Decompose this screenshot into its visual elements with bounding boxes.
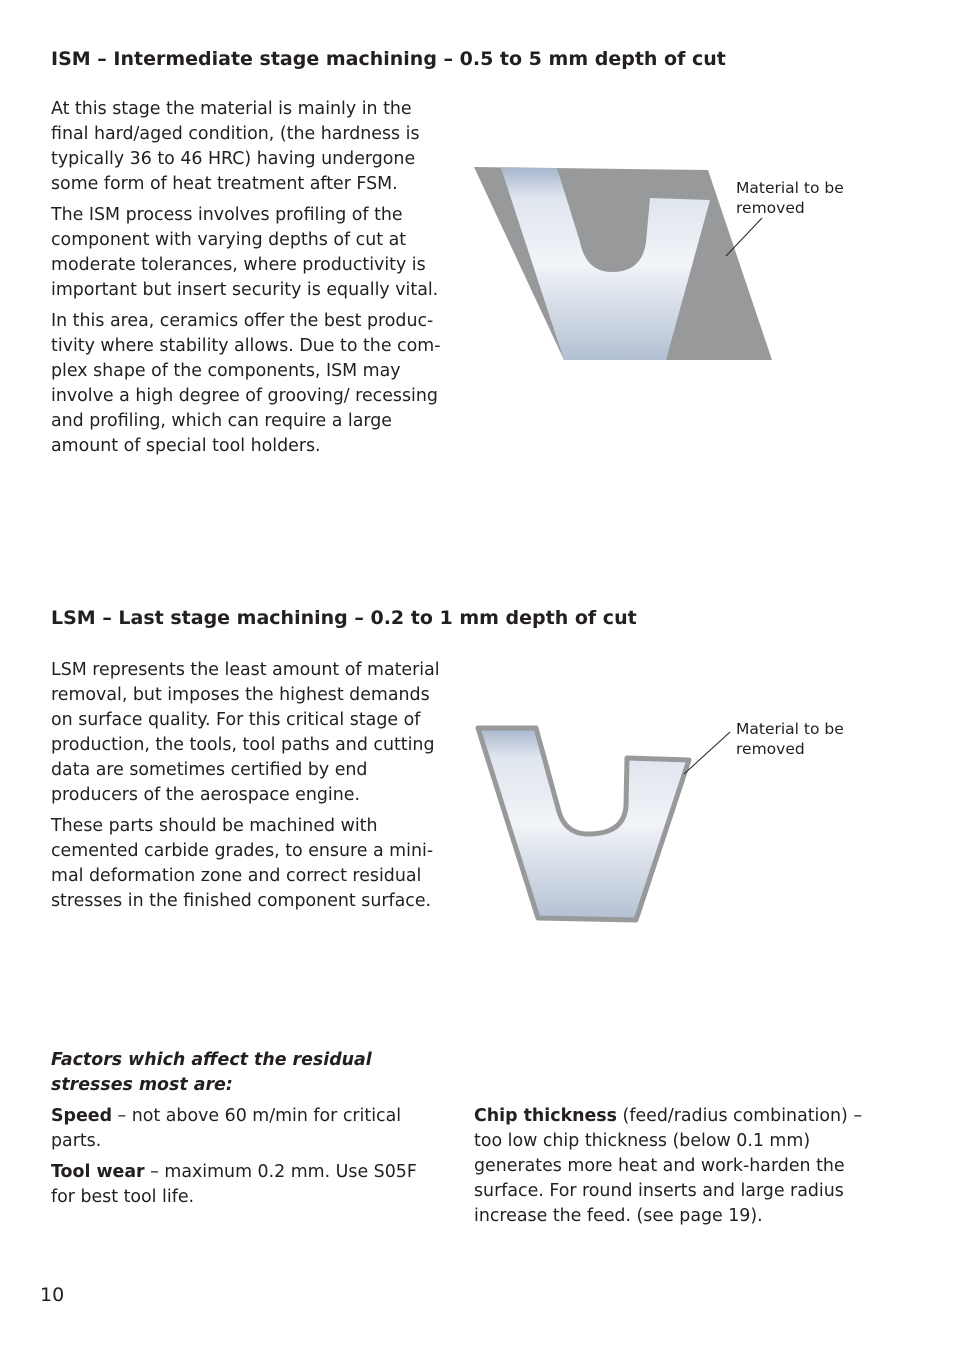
ism-heading: ISM – Intermediate stage machining – 0.5 to 5 mm depth of cut: [51, 48, 726, 70]
factor-tool-wear-text: – maximum 0.2 mm. Use S05F for best tool life.: [51, 1162, 417, 1207]
factor-speed-term: Speed: [51, 1106, 113, 1126]
lsm-figure: [470, 720, 710, 930]
page-number: 10: [40, 1284, 65, 1306]
factor-chip-thickness-term: Chip thickness: [474, 1106, 618, 1126]
factor-speed: [51, 1104, 446, 1154]
lsm-leader-line: [680, 728, 736, 778]
factors-left-column: [51, 1048, 446, 1216]
factor-speed-text: – not above 60 m/min for critical parts.: [51, 1106, 402, 1151]
ism-text-column: [51, 97, 451, 465]
lsm-text-column: [51, 658, 451, 920]
factors-right-column: [474, 1104, 874, 1229]
lsm-component-profile: [478, 728, 689, 920]
ism-paragraph-3: In this area, ceramics offer the best productivity where stability allows. Due to the complex shape of the components, ISM may involve a high degree of grooving/ recessing and profiling, which can require a large amount of special tool holders.: [51, 311, 441, 456]
factor-tool-wear-term: Tool wear: [51, 1162, 145, 1182]
factors-heading: Factors which affect the residual stresses most are:: [51, 1050, 372, 1095]
ism-paragraph-1: At this stage the material is mainly in the final hard/aged condition, (the hardness is typically 36 to 46 HRC) having undergone some form of heat treatment after FSM.: [51, 99, 420, 194]
ism-figure-label: Material to be removed: [736, 179, 844, 217]
lsm-paragraph-1: LSM represents the least amount of material removal, but imposes the highest demands on surface quality. For this critical stage of production, the tools, tool paths and cutting data are sometimes certified by end producers of the aerospace engine.: [51, 660, 440, 805]
lsm-paragraph-2: These parts should be machined with cemented carbide grades, to ensure a minimal deformation zone and correct residual stresses in the finished component surface.: [51, 816, 434, 911]
factor-chip-thickness-text: (feed/radius combination) – too low chip thickness (below 0.1 mm) generates more heat and work-harden the surface. For round inserts and large radius increase the feed. (see page 19).: [474, 1106, 863, 1226]
lsm-heading: LSM – Last stage machining – 0.2 to 1 mm depth of cut: [51, 607, 637, 629]
factor-tool-wear: [51, 1160, 446, 1210]
ism-paragraph-2: The ISM process involves profiling of the component with varying depths of cut at moderate tolerances, where productivity is important but insert security is equally vital.: [51, 205, 439, 300]
factor-chip-thickness: [474, 1104, 874, 1229]
ism-leader-line: [720, 214, 770, 260]
lsm-figure-label: Material to be removed: [736, 720, 844, 758]
